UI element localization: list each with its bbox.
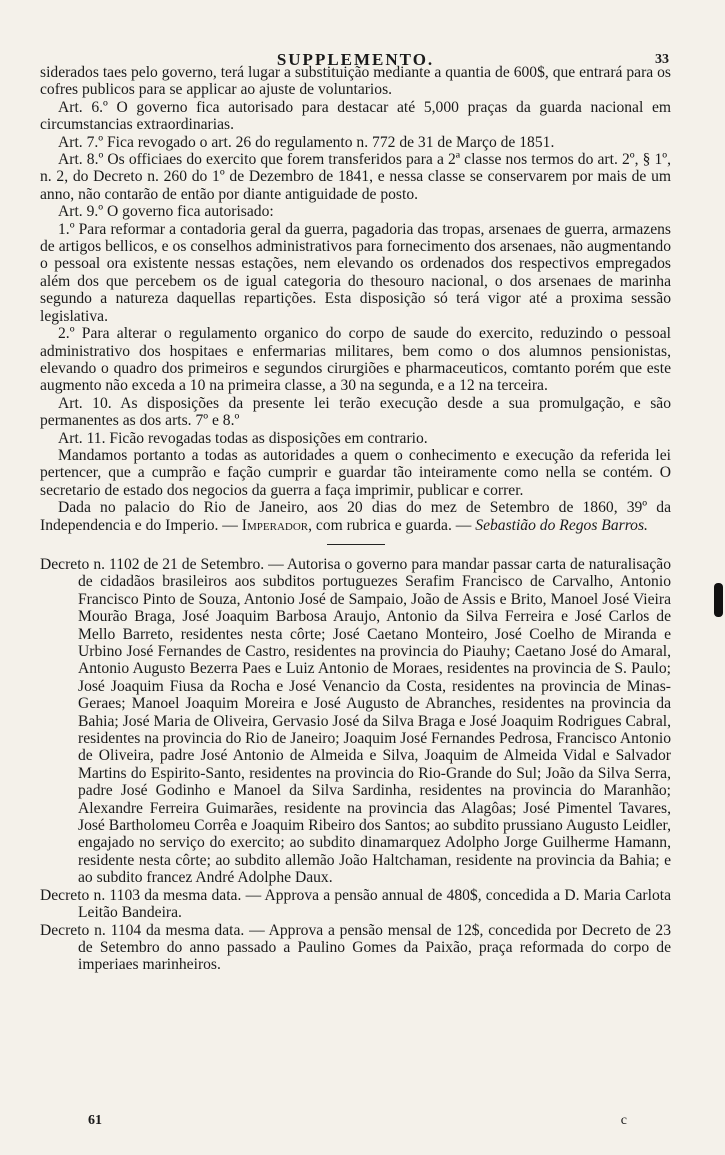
- margin-ink-mark: [714, 583, 723, 617]
- dating-text-2: , com rubrica e guarda. —: [308, 516, 472, 534]
- paragraph-promulgation: Mandamos portanto a todas as autoridades a quem o conhecimento e execução da referida lei pertencer, que a cumprão e fação cumprir e guardar tão inteiramente como nella se contém. O secretario de estado dos negocios da guerra a faça imprimir, publicar e correr.: [40, 446, 671, 499]
- running-header: [40, 36, 671, 69]
- paragraph-continuation: siderados taes pelo governo, terá lugar a substituição mediante a quantia de 600$, que entrará para os cofres publicos para se applicar ao ajuste de voluntarios.: [40, 64, 671, 99]
- decree-1104-label: Decreto n. 1104 da mesma data.: [40, 921, 245, 939]
- paragraph-dating: [40, 499, 671, 534]
- text-body: [40, 64, 671, 974]
- dating-text: Dada no palacio do Rio de Janeiro, aos 20 dias do mez de Setembro de 1860, 39º da Independencia e do Imperio. —: [40, 499, 671, 534]
- decree-1103: [40, 887, 671, 922]
- paragraph-item-1: 1.º Para reformar a contadoria geral da guerra, pagadoria das tropas, arsenaes de guerra, armazens de artigos bellicos, e os conselhos administrativos para fornecimento dos arsenaes, não augmentando o pessoal ora existente nessas estações, nem elevando os ordenados dos respectivos empregados além dos que percebem os de igual categoria do thesouro nacional, o dos arsenaes de marinha segundo a natureza daquellas repartições. Esta disposição só terá vigor até a proxima sessão legislativa.: [40, 220, 671, 325]
- decree-1102-text: — Autorisa o governo para mandar passar carta de naturalisação de cidadãos brasileiros aos subditos portuguezes Serafim Francisco de Carvalho, Antonio Francisco Pinto de Souza, Antonio José de Sampaio, João de Assis e Brito, Manoel José Vieira Mourão Braga, José Joaquim Barbosa Araujo, Antonio da Silva Ferreira e José Carlos de Mello Barreto, residentes nesta côrte; José Caetano Monteiro, José Coelho de Miranda e Urbino José Fernandes de Castro, residentes na provincia do Piauhy; Caetano José do Amaral, Antonio Augusto Bezerra Paes e Luiz Antonio de Moraes, residentes na provincia de S. Paulo; José Joaquim Fiusa da Rocha e José Venancio da Costa, residentes na provincia de Minas-Geraes; Manoel Joaquim Moreira e José Augusto de Abranches, residentes na provincia da Bahia; José Maria de Oliveira, Gervasio José da Silva Braga e José Joaquim Rodrigues Cabral, residentes na provincia do Rio de Janeiro; Joaquim José Fernandes Pedrosa, Francisco Antonio de Oliveira, padre José Antonio de Almeida e Silva, Joaquim de Almeida Vidal e Salvador Martins do Espirito-Santo, residentes na provincia do Rio-Grande do Sul; João da Silva Serra, padre José Godinho e Manoel da Silva Sardinha, residentes na provincia do Maranhão; Alexandre Ferreira Guimarães, residente na provincia das Alagôas; José Pimentel Tavares, José Bartholomeu Corrêa e Joaquim Ribeiro dos Santos; ao subdito prussiano Augusto Leidler, engajado no serviço do exercito; ao subdito dinamarquez Adolpho Jorge Guilherme Hamann, residente nesta côrte; ao subdito allemão João Haltchaman, residente na provincia da Bahia; e ao subdito francez André Adolphe Daux.: [78, 555, 671, 887]
- paragraph-art-11: Art. 11. Ficão revogadas todas as disposições em contrario.: [58, 429, 428, 447]
- printer-signature-line: [88, 1113, 627, 1129]
- decree-1102-label: Decreto n. 1102 de 21 de Setembro.: [40, 555, 265, 573]
- decree-1102: [40, 556, 671, 887]
- header-title: SUPPLEMENTO.: [276, 50, 435, 69]
- paragraph-item-2: 2.º Para alterar o regulamento organico do corpo de saude do exercito, reduzindo o pessoal administrativo dos hospitaes e enfermarias militares, bem como o dos alumnos pensionistas, elevando o quadro dos primeiros e segundos cirurgiões e pharmaceuticos, comtanto porém que este augmento não exceda a 10 na primeira classe, a 30 na segunda, e a 12 na terceira.: [40, 325, 671, 395]
- paragraph-art-8: Art. 8.º Os officiaes do exercito que forem transferidos para a 2ª classe nos termos do art. 2º, § 1º, n. 2, do Decreto n. 260 do 1º de Dezembro de 1841, e nessa classe se conservarem por mais de um anno, não contarão de então por diante antiguidade de posto.: [40, 151, 671, 203]
- signature-letter: c: [620, 1113, 627, 1128]
- page-number: 33: [655, 52, 669, 67]
- minister-signature: Sebastião do Regos Barros.: [475, 516, 648, 534]
- emperor-label: Imperador: [241, 516, 309, 534]
- decree-1103-text: — Approva a pensão annual de 480$, concedida a D. Maria Carlota Leitão Bandeira.: [78, 886, 671, 922]
- signature-number: 61: [88, 1113, 102, 1128]
- paragraph-art-6: Art. 6.º O governo fica autorisado para destacar até 5,000 praças da guarda nacional em circumstancias extraordinarias.: [40, 98, 671, 134]
- paragraph-art-10: Art. 10. As disposições da presente lei terão execução desde a sua promulgação, e são permanentes as dos arts. 7º e 8.º: [40, 394, 671, 430]
- decree-1104-text: — Approva a pensão mensal de 12$, concedida por Decreto de 23 de Setembro do anno passado a Paulino Gomes da Paixão, praça reformada do corpo de imperiaes marinheiros.: [78, 921, 671, 974]
- paragraph-art-9: Art. 9.º O governo fica autorisado:: [58, 203, 274, 221]
- paragraph-art-7: Art. 7.º Fica revogado o art. 26 do regulamento n. 772 de 31 de Março de 1851.: [58, 133, 555, 151]
- decree-1104: [40, 922, 671, 974]
- decree-1103-label: Decreto n. 1103 da mesma data.: [40, 886, 242, 904]
- section-divider: [327, 544, 385, 545]
